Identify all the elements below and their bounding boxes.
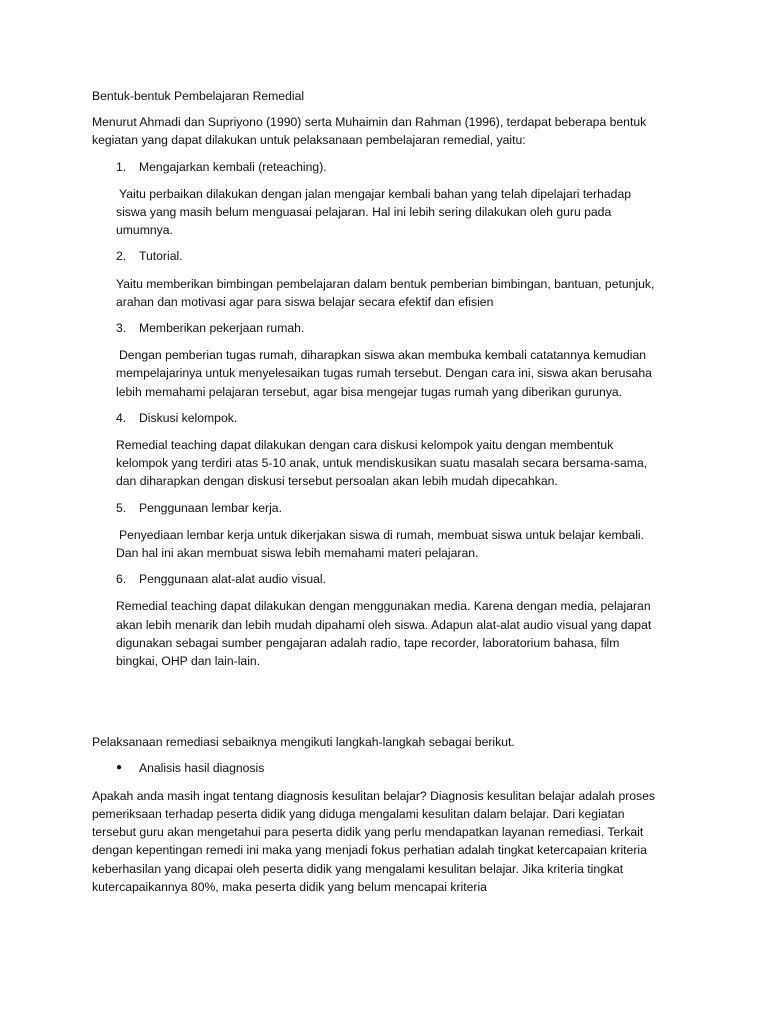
bullet-text: Analisis hasil diagnosis	[139, 761, 265, 776]
list-item-3	[116, 319, 662, 337]
list-item-6	[116, 570, 662, 588]
list-item-description: Dengan pemberian tugas rumah, diharapkan siswa akan membuka kembali catatannya kemudian mempelajarinya untuk menyelesaikan tugas rumah tersebut. Dengan cara ini, siswa akan berusaha lebih memahami pelajaran tersebut, agar bisa mengejar tugas rumah yang diberikan gurunya.	[116, 348, 652, 399]
bullet-icon: ●	[116, 762, 123, 774]
list-item-5	[116, 499, 662, 517]
list-item-number: 1.	[116, 159, 127, 174]
list-item-2	[116, 247, 662, 265]
document-title: Bentuk-bentuk Pembelajaran Remedial	[92, 89, 305, 103]
list-item-number: 3.	[116, 321, 127, 336]
list-item-description: Yaitu memberikan bimbingan pembelajaran dalam bentuk pemberian bimbingan, bantuan, petunjuk, arahan dan motivasi agar para siswa belajar secara efektif dan efisien	[116, 276, 655, 309]
document-page	[92, 87, 662, 896]
list-item-1	[116, 158, 662, 176]
list-item-description: Remedial teaching dapat dilakukan dengan menggunakan media. Karena dengan media, pelajaran akan lebih menarik dan lebih mudah dipahami oleh siswa. Adapun alat-alat audio visual yang dapat digunakan sebagai sumber pengajaran adalah radio, tape recorder, laboratorium bahasa, film bingkai, OHP dan lain-lain.	[116, 599, 652, 669]
list-item-description: Penyediaan lembar kerja untuk dikerjakan siswa di rumah, membuat siswa untuk belajar kembali. Dan hal ini akan membuat siswa lebih memahami materi pelajaran.	[116, 527, 644, 561]
section2-intro: Pelaksanaan remediasi sebaiknya mengikuti langkah-langkah sebagai berikut.	[92, 735, 515, 750]
list-item-heading: Memberikan pekerjaan rumah.	[139, 321, 305, 336]
list-item-heading: Tutorial.	[139, 249, 183, 264]
list-item-heading: Penggunaan lembar kerja.	[139, 500, 282, 515]
intro-paragraph: Menurut Ahmadi dan Supriyono (1990) serta Muhaimin dan Rahman (1996), terdapat beberapa bentuk kegiatan yang dapat dilakukan untuk pelaksanaan pembelajaran remedial, yaitu:	[92, 115, 647, 148]
list-item-heading: Diskusi kelompok.	[139, 410, 238, 425]
list-item-heading: Mengajarkan kembali (reteaching).	[139, 159, 327, 174]
final-paragraph: Apakah anda masih ingat tentang diagnosis kesulitan belajar? Diagnosis kesulitan belajar adalah proses pemeriksaan terhadap peserta didik yang diduga mengalami kesulitan dalam belajar. Dari kegiatan tersebut guru akan mengetahui para peserta didik yang perlu mendapatkan layanan remediasi. Terkait dengan kepentingan remedi ini maka yang menjadi fokus perhatian adalah tingkat ketercapaian kriteria keberhasilan yang dicapai oleh peserta didik yang mengalami kesulitan belajar. Jika kriteria tingkat kutercapaikannya 80%, maka peserta didik yang belum mencapai kriteria	[92, 788, 656, 894]
section-spacer	[92, 678, 662, 733]
list-item-4	[116, 409, 662, 427]
list-item-number: 4.	[116, 410, 127, 425]
list-item-description: Remedial teaching dapat dilakukan dengan cara diskusi kelompok yaitu dengan membentuk kelompok yang terdiri atas 5-10 anak, untuk mendiskusikan suatu masalah secara bersama-sama, dan diharapkan dengan diskusi tersebut persoalan akan lebih mudah dipecahkan.	[116, 438, 648, 489]
list-item-number: 6.	[116, 572, 127, 587]
list-item-number: 2.	[116, 249, 127, 264]
list-item-description: Yaitu perbaikan dilakukan dengan jalan mengajar kembali bahan yang telah dipelajari terhadap siswa yang masih belum menguasai pelajaran. Hal ini lebih sering dilakukan oleh guru pada umumnya.	[116, 186, 632, 238]
bullet-item	[116, 759, 662, 777]
list-item-number: 5.	[116, 500, 127, 515]
list-item-heading: Penggunaan alat-alat audio visual.	[139, 572, 327, 587]
